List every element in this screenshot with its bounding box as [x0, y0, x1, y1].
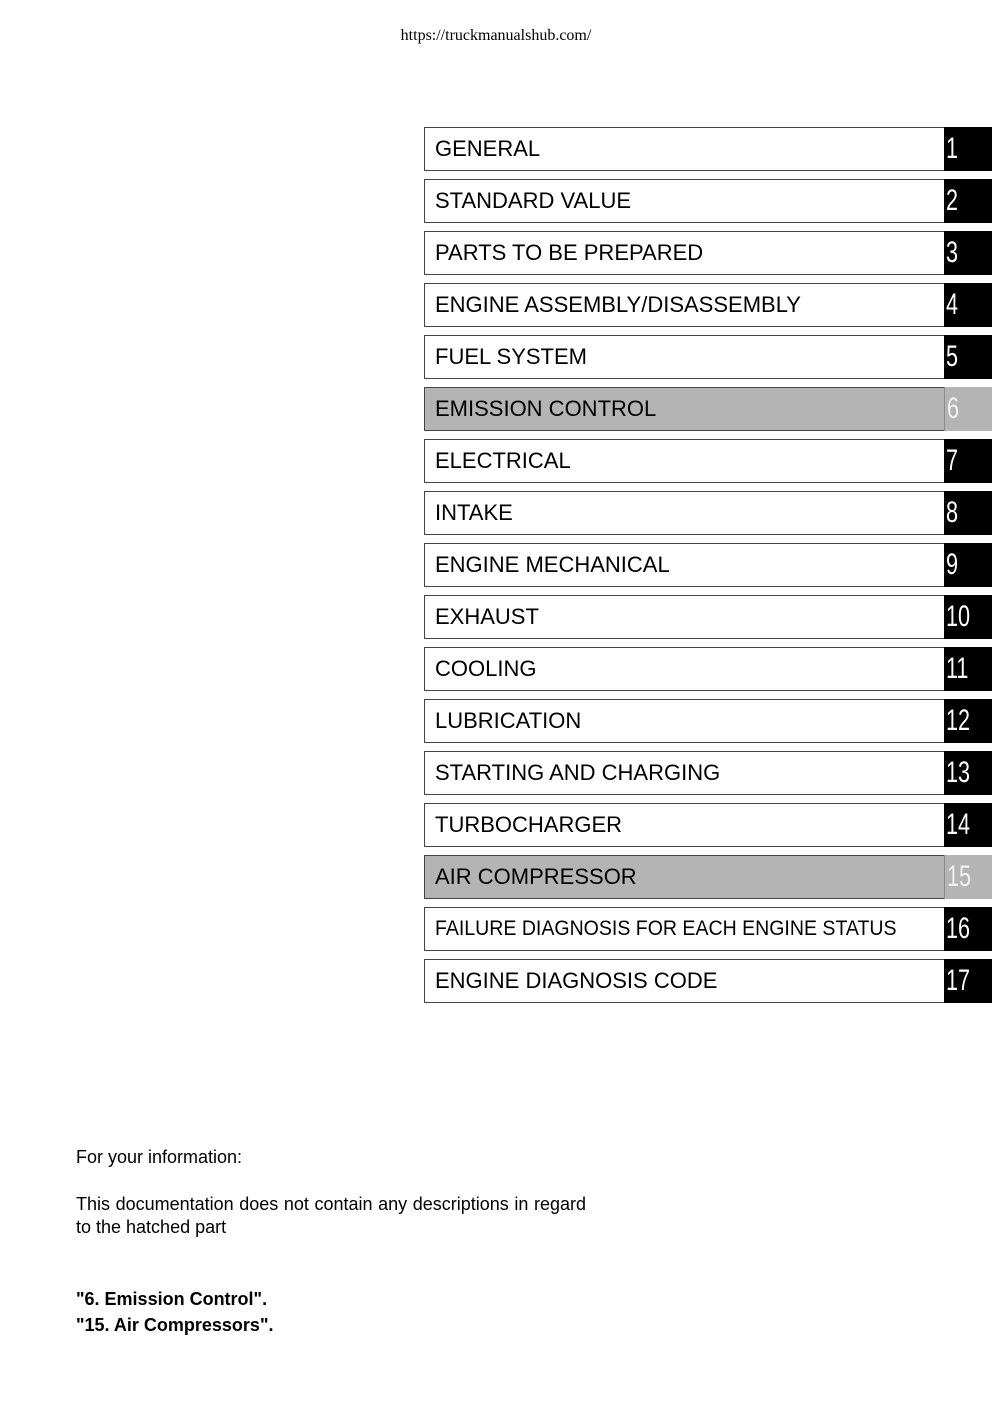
toc-item-title: EXHAUST: [435, 604, 539, 629]
section-tab: [944, 387, 992, 431]
toc-item-standard-value[interactable]: [424, 179, 992, 223]
table-of-contents: [424, 127, 992, 1011]
toc-item-lubrication[interactable]: [424, 699, 992, 743]
toc-item-turbocharger[interactable]: [424, 803, 992, 847]
info-heading: For your information:: [76, 1147, 243, 1167]
toc-item-starting-and-charging[interactable]: [424, 751, 992, 795]
section-number: 11: [946, 652, 969, 685]
section-number: 15: [947, 860, 972, 893]
reference-emission-control: "6. Emission Control".: [76, 1289, 268, 1309]
section-tab: [944, 543, 992, 587]
section-number: 3: [946, 236, 959, 269]
info-body: This documentation does not contain any descriptions in regard to the hatched part: [76, 1194, 586, 1237]
toc-item-title: STANDARD VALUE: [435, 188, 632, 213]
toc-item-title: GENERAL: [435, 136, 541, 161]
toc-item-title: EMISSION CONTROL: [435, 396, 657, 421]
toc-item-exhaust[interactable]: [424, 595, 992, 639]
toc-item-engine-assembly[interactable]: [424, 283, 992, 327]
toc-item-title: COOLING: [435, 656, 537, 681]
toc-item-title: INTAKE: [435, 500, 513, 525]
section-tab: [944, 647, 992, 691]
info-note: [76, 1146, 586, 1239]
section-number: 10: [946, 600, 971, 633]
section-tab: [944, 491, 992, 535]
section-tab: [944, 803, 992, 847]
section-tab: [944, 595, 992, 639]
section-number: 17: [946, 964, 971, 997]
section-tab: [944, 231, 992, 275]
toc-item-title: ENGINE MECHANICAL: [435, 552, 670, 577]
section-number: 8: [946, 496, 959, 529]
section-tab: [944, 179, 992, 223]
toc-item-title: LUBRICATION: [435, 708, 582, 733]
toc-item-title: ENGINE ASSEMBLY/DISASSEMBLY: [435, 292, 801, 317]
toc-item-engine-diagnosis-code[interactable]: [424, 959, 992, 1003]
toc-item-title: TURBOCHARGER: [435, 812, 623, 837]
section-number: 7: [946, 444, 959, 477]
toc-item-failure-diagnosis[interactable]: [424, 907, 992, 951]
hatched-section-references: [76, 1286, 273, 1338]
section-tab: [944, 335, 992, 379]
section-tab: [944, 439, 992, 483]
reference-air-compressors: "15. Air Compressors".: [76, 1315, 274, 1335]
section-number: 6: [947, 392, 960, 425]
toc-item-title: PARTS TO BE PREPARED: [435, 240, 704, 265]
toc-item-emission-control[interactable]: [424, 387, 992, 431]
toc-item-cooling[interactable]: [424, 647, 992, 691]
toc-item-title: AIR COMPRESSOR: [435, 864, 637, 889]
toc-item-fuel-system[interactable]: [424, 335, 992, 379]
toc-item-title: ENGINE DIAGNOSIS CODE: [435, 968, 718, 993]
toc-item-title: STARTING AND CHARGING: [435, 760, 721, 785]
section-number: 14: [946, 808, 971, 841]
section-tab: [944, 751, 992, 795]
toc-item-engine-mechanical[interactable]: [424, 543, 992, 587]
section-number: 5: [946, 340, 959, 373]
toc-item-title: FUEL SYSTEM: [435, 344, 587, 369]
source-url[interactable]: https://truckmanualshub.com/: [400, 27, 592, 44]
section-number: 13: [946, 756, 971, 789]
toc-item-general[interactable]: [424, 127, 992, 171]
section-tab: [944, 855, 992, 899]
section-number: 1: [946, 132, 959, 165]
section-tab: [944, 283, 992, 327]
section-number: 12: [946, 704, 971, 737]
toc-item-title: ELECTRICAL: [435, 448, 571, 473]
section-tab: [944, 959, 992, 1003]
toc-item-electrical[interactable]: [424, 439, 992, 483]
section-tab: [944, 907, 992, 951]
section-tab: [944, 699, 992, 743]
section-tab: [944, 127, 992, 171]
toc-item-intake[interactable]: [424, 491, 992, 535]
toc-item-title: FAILURE DIAGNOSIS FOR EACH ENGINE STATUS: [435, 917, 897, 940]
section-number: 2: [946, 184, 959, 217]
toc-item-air-compressor[interactable]: [424, 855, 992, 899]
toc-item-parts-to-be-prepared[interactable]: [424, 231, 992, 275]
section-number: 4: [946, 288, 959, 321]
section-number: 16: [946, 912, 971, 945]
section-number: 9: [946, 548, 959, 581]
